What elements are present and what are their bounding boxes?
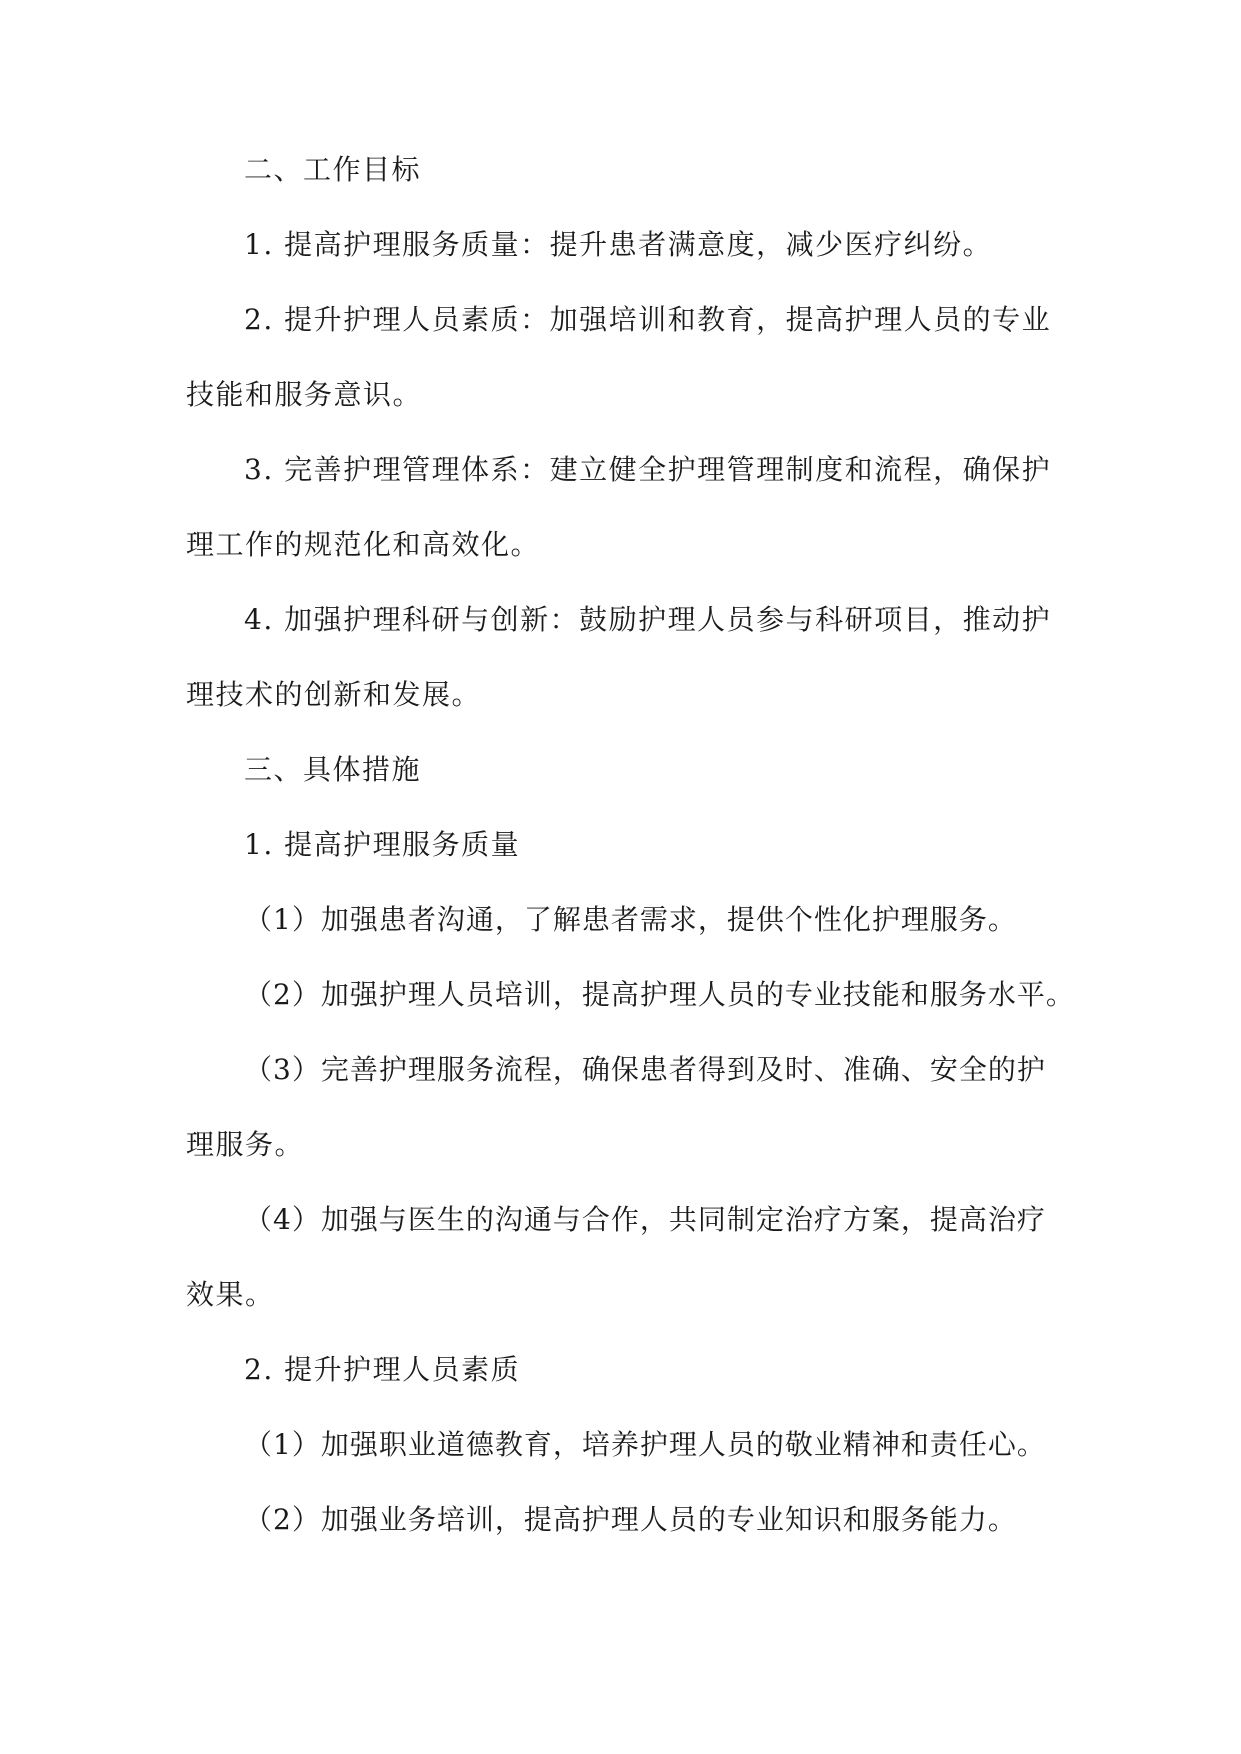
measure-1-sub-4-continued: 效果。 (186, 1278, 275, 1311)
measure-2-sub-2: （2）加强业务培训，提高护理人员的专业知识和服务能力。 (244, 1503, 1017, 1536)
measure-2-sub-1: （1）加强职业道德教育，培养护理人员的敬业精神和责任心。 (244, 1428, 1046, 1461)
goal-item-4: 4. 加强护理科研与创新：鼓励护理人员参与科研项目，推动护 (244, 603, 1052, 636)
goal-item-3-continued: 理工作的规范化和高效化。 (186, 528, 541, 561)
section-heading-work-goals: 二、工作目标 (244, 153, 422, 186)
measure-1-sub-1: （1）加强患者沟通，了解患者需求，提供个性化护理服务。 (244, 903, 1017, 936)
goal-item-2: 2. 提升护理人员素质：加强培训和教育，提高护理人员的专业 (244, 303, 1052, 336)
measure-1-sub-3-continued: 理服务。 (186, 1128, 305, 1161)
measure-1-sub-4: （4）加强与医生的沟通与合作，共同制定治疗方案，提高治疗 (244, 1203, 1046, 1236)
goal-item-2-continued: 技能和服务意识。 (186, 378, 423, 411)
section-heading-measures: 三、具体措施 (244, 753, 422, 786)
measure-1-sub-3: （3）完善护理服务流程，确保患者得到及时、准确、安全的护 (244, 1053, 1046, 1086)
measure-heading-2: 2. 提升护理人员素质 (244, 1353, 521, 1386)
goal-item-3: 3. 完善护理管理体系：建立健全护理管理制度和流程，确保护 (244, 453, 1052, 486)
measure-1-sub-2: （2）加强护理人员培训，提高护理人员的专业技能和服务水平。 (244, 978, 1075, 1011)
measure-heading-1: 1. 提高护理服务质量 (244, 828, 521, 861)
goal-item-4-continued: 理技术的创新和发展。 (186, 678, 482, 711)
goal-item-1: 1. 提高护理服务质量：提升患者满意度，减少医疗纠纷。 (244, 228, 993, 261)
